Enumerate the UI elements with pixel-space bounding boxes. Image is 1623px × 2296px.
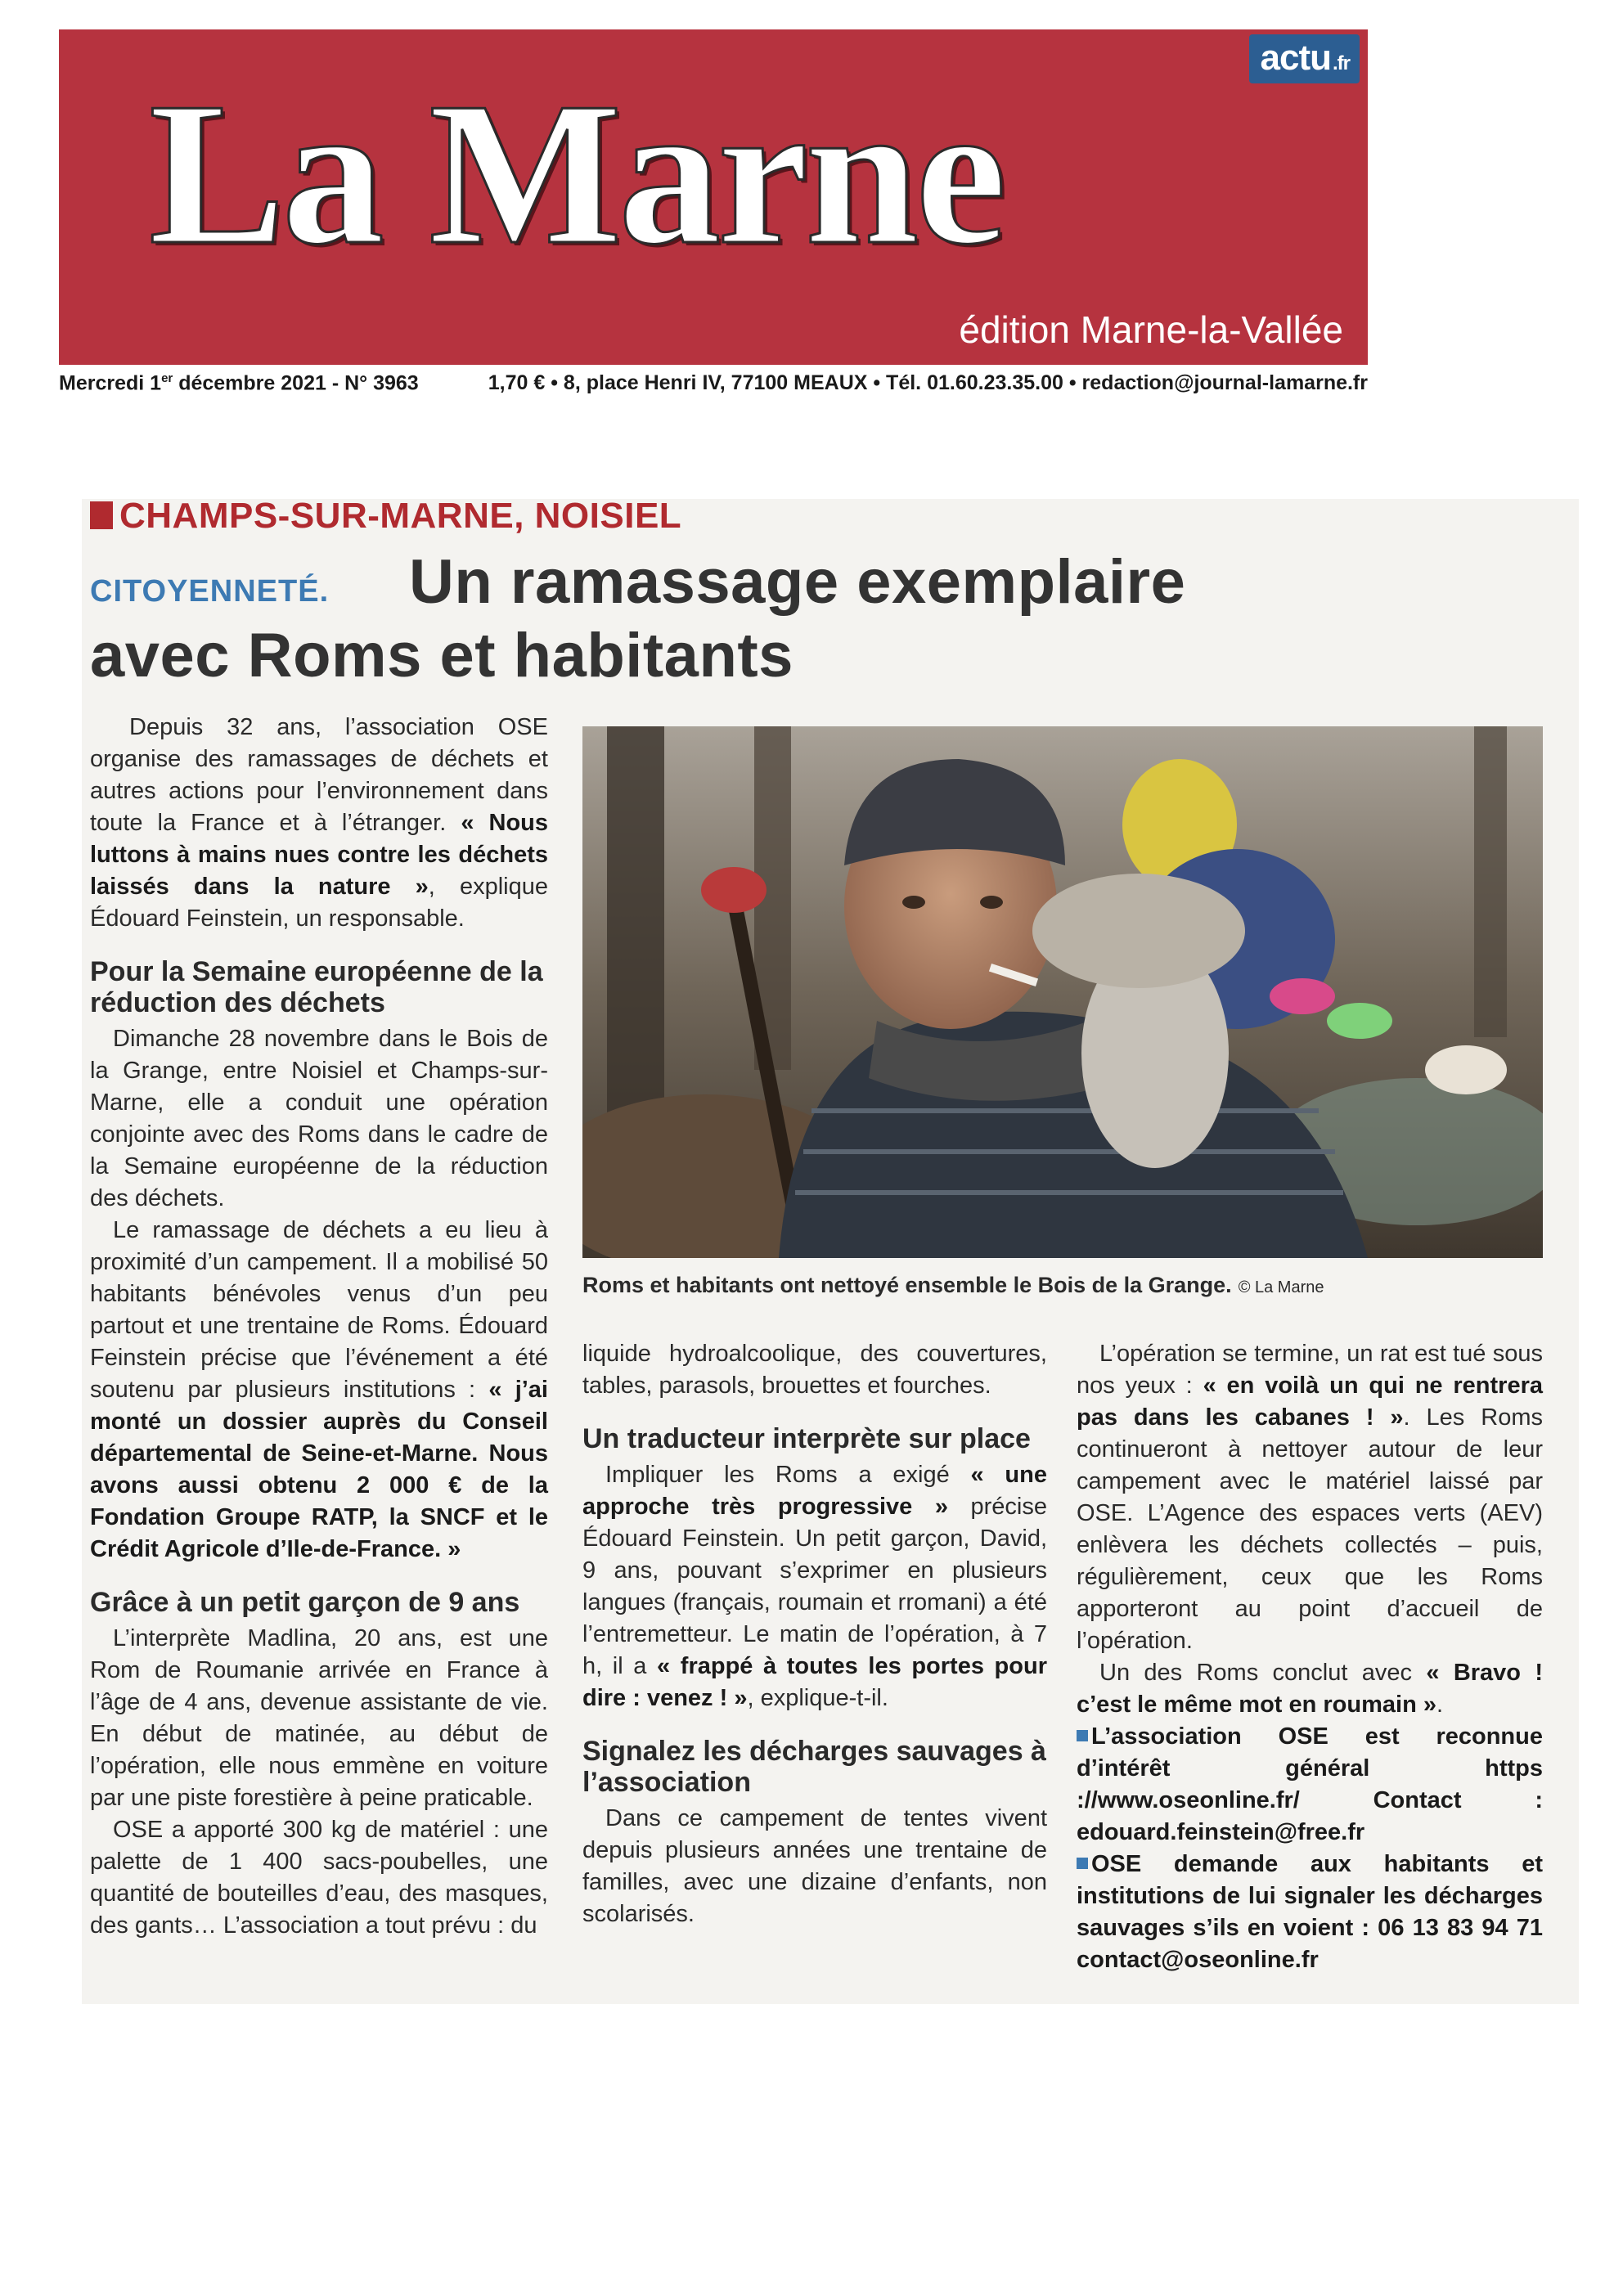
paragraph-impliquer xyxy=(582,1459,1047,1714)
intro-text-end: , explique Édouard Feinstein, un responsable. xyxy=(90,874,548,932)
bravo-text-1: Un des Roms conclut avec xyxy=(1099,1660,1427,1686)
note-ose-interet xyxy=(1077,1721,1543,1849)
newspaper-title: La Marne xyxy=(149,61,1004,287)
subhead-garcon: Grâce à un petit garçon de 9 ans xyxy=(90,1587,520,1618)
caption-text: Roms et habitants ont nettoyé ensemble le Bois de la Grange. xyxy=(582,1273,1232,1297)
issue-info-bar xyxy=(59,366,1368,399)
bullet-square-icon xyxy=(1077,1730,1088,1741)
article-column-2 xyxy=(582,1338,1047,1930)
bullet-square-icon xyxy=(1077,1858,1088,1869)
masthead-banner xyxy=(59,29,1368,365)
bravo-quote: « Bravo ! c’est le même mot en roumain » xyxy=(1077,1660,1544,1718)
rubric-square-icon xyxy=(90,501,113,529)
issue-date-ordinal: er xyxy=(161,371,173,385)
subhead-semaine: Pour la Semaine européenne de la réduction des déchets xyxy=(90,956,543,1018)
paragraph-bravo xyxy=(1077,1657,1543,1721)
issue-date-rest: décembre 2021 - N° 3963 xyxy=(173,371,419,395)
note-ose-signalement xyxy=(1077,1849,1543,1976)
fin-text-1: L’opération se termine, un rat est tué sous nos yeux : xyxy=(1077,1341,1543,1399)
photo-credit: © La Marne xyxy=(1238,1278,1324,1296)
intro-paragraph xyxy=(90,712,548,935)
impliquer-quote-2: « frappé à toutes les portes pour dire : venez ! » xyxy=(582,1653,1047,1711)
bravo-text-2: . xyxy=(1436,1692,1444,1718)
article-kicker: CITOYENNETÉ. xyxy=(90,574,330,609)
impliquer-text-1: Impliquer les Roms a exigé xyxy=(605,1462,971,1488)
paragraph-madlina: L’interprète Madlina, 20 ans, est une Rom de Roumanie arrivée en France à l’âge de 4 ans, devenue assistante de vie. En début de matinée, au début de l’opération, elle nous emmène en voiture par une piste forestière à peine praticable. xyxy=(90,1625,548,1811)
actu-logo-tld: .fr xyxy=(1333,52,1350,74)
note-ose-signalement-text: OSE demande aux habitants et institutions de lui signaler les décharges sauvages s’ils en voient : 06 13 83 94 71 contact@oseonline.fr xyxy=(1077,1851,1543,1973)
rubric-text: CHAMPS-SUR-MARNE, NOISIEL xyxy=(119,496,682,536)
issue-date-day: Mercredi 1 xyxy=(59,371,162,395)
impliquer-text-2: précise Édouard Feinstein. Un petit garçon, David, 9 ans, pouvant s’exprimer en plusieurs langues (français, roumain et rromani) a été l’entremetteur. Le matin de l’opération, à 7 h, il a xyxy=(582,1494,1047,1679)
fin-quote: « en voilà un qui ne rentrera pas dans les cabanes ! » xyxy=(1077,1373,1543,1431)
photo-caption xyxy=(582,1273,1324,1298)
paragraph-ose-continued: liquide hydroalcoolique, des couvertures, tables, parasols, brouettes et fourches. xyxy=(582,1341,1047,1399)
paragraph-ose: OSE a apporté 300 kg de matériel : une palette de 1 400 sacs-poubelles, une quantité de bouteilles d’eau, des masques, des gants… L’association a tout prévu : du xyxy=(90,1817,548,1939)
paragraph-fin xyxy=(1077,1338,1543,1657)
headline-line-1: Un ramassage exemplaire xyxy=(409,547,1186,617)
location-rubric xyxy=(90,496,681,537)
edition-label: édition Marne-la-Vallée xyxy=(959,308,1343,351)
ramassage-quote: « j’ai monté un dossier auprès du Conseil départemental de Seine-et-Marne. Nous avons aussi obtenu 2 000 € de la Fondation Groupe RATP, la SNCF et le Crédit Agricole d’Ile-de-France. » xyxy=(90,1377,548,1562)
fin-text-2: . Les Roms continueront à nettoyer autour de leur campement avec le matériel laissé par OSE. L’Agence des espaces verts (AEV) enlèvera les déchets collectés – puis, régulièrement, ceux que les Roms apporteront au point d’accueil de l’opération. xyxy=(1077,1404,1543,1654)
impliquer-quote-1: « une approche très progressive » xyxy=(582,1462,1047,1520)
subhead-traducteur: Un traducteur interprète sur place xyxy=(582,1423,1031,1454)
paragraph-ramassage xyxy=(90,1215,548,1566)
article-photo xyxy=(582,726,1543,1258)
headline-line-2: avec Roms et habitants xyxy=(90,621,794,690)
issue-date xyxy=(59,371,419,395)
intro-text: Depuis 32 ans, l’association OSE organise des ramassages de déchets et autres actions pour l’environnement dans toute la France et à l’étranger. xyxy=(90,714,548,836)
subhead-signalez: Signalez les décharges sauvages à l’association xyxy=(582,1736,1046,1798)
actu-logo-badge xyxy=(1249,34,1360,83)
actu-logo-text: actu xyxy=(1260,38,1331,78)
impliquer-text-3: , explique-t-il. xyxy=(747,1685,888,1711)
article-column-3 xyxy=(1077,1338,1543,1976)
publisher-contact: 1,70 € • 8, place Henri IV, 77100 MEAUX • Tél. 01.60.23.35.00 • redaction@journal-lamarne.fr xyxy=(488,371,1368,394)
paragraph-campement: Dans ce campement de tentes vivent depuis plusieurs années une trentaine de familles, avec une dizaine d’enfants, non scolarisés. xyxy=(582,1805,1047,1927)
note-ose-interet-text: L’association OSE est reconnue d’intérêt général https ://www.oseonline.fr/ Contact : edouard.feinstein@free.fr xyxy=(1077,1723,1543,1845)
paragraph-dimanche: Dimanche 28 novembre dans le Bois de la Grange, entre Noisiel et Champs-sur-Marne, elle a conduit une opération conjointe avec des Roms dans le cadre de la Semaine européenne de la réduction des déchets. xyxy=(90,1026,548,1211)
article-column-1 xyxy=(90,712,548,1942)
intro-quote: « Nous luttons à mains nues contre les déchets laissés dans la nature » xyxy=(90,810,549,900)
photo-illustration xyxy=(582,726,1543,1258)
ramassage-text: Le ramassage de déchets a eu lieu à proximité d’un campement. Il a mobilisé 50 habitants bénévoles venus d’un peu partout et une trentaine de Roms. Édouard Feinstein précise que l’événement a été soutenu par plusieurs institutions : xyxy=(90,1217,548,1403)
